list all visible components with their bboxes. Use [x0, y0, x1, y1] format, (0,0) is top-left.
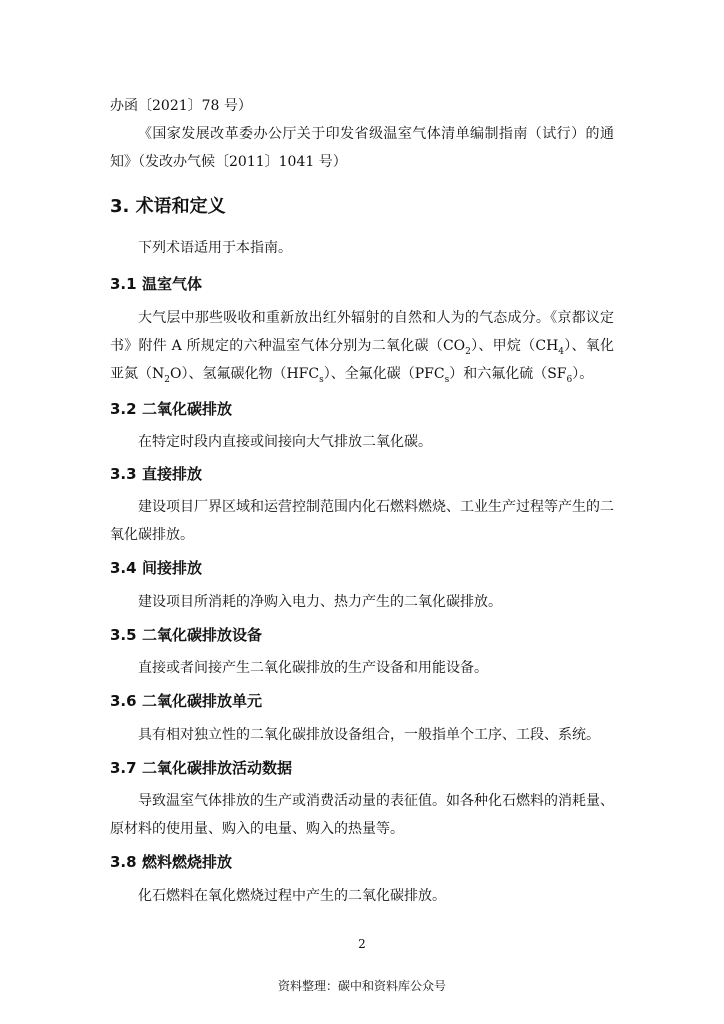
term-heading: [110, 851, 232, 873]
section-title: 术语和定义: [135, 196, 226, 217]
term-number: 3.5: [110, 626, 137, 644]
page-number: 2: [358, 937, 366, 951]
term-title: 直接排放: [142, 465, 203, 483]
term-number: 3.7: [110, 759, 137, 777]
term-definition: 大气层中那些吸收和重新放出红外辐射的自然和人为的气态成分。《京都议定书》附件 A 所规定的六种温室气体分别为二氧化碳$(CO_2)$、甲烷$(CH_4)$、氧化亚氮$(N_2O)$、氢氟碳化物$(HFC_s)$、全氟化碳$(PFC_s)$和六氟化硫$(SF_6)$。: [110, 310, 615, 385]
term-number: 3.2: [110, 400, 137, 418]
term-heading: [110, 557, 202, 579]
term-definition: 直接或者间接产生二氧化碳排放的生产设备和用能设备。: [138, 660, 488, 676]
term-definition: 建设项目所消耗的净购入电力、热力产生的二氧化碳排放。: [138, 594, 502, 610]
term-title: 二氧化碳排放: [142, 400, 233, 418]
reference-tail: 办函〔2021〕78 号）: [110, 98, 252, 114]
term-definition: 建设项目厂界区域和运营控制范围内化石燃料燃烧、工业生产过程等产生的二氧化碳排放。: [110, 499, 614, 543]
term-heading: [110, 624, 262, 646]
term-title: 间接排放: [142, 559, 203, 577]
term-definition: 具有相对独立性的二氧化碳排放设备组合，一般指单个工序、工段、系统。: [138, 727, 600, 743]
term-number: 3.4: [110, 559, 137, 577]
term-heading: [110, 398, 232, 420]
term-number: 3.3: [110, 465, 137, 483]
term-title: 二氧化碳排放设备: [142, 626, 263, 644]
term-heading: [110, 757, 292, 779]
term-number: 3.1: [110, 275, 137, 293]
term-number: 3.6: [110, 692, 137, 710]
footer-credit: 资料整理：碳中和资料库公众号: [277, 979, 446, 993]
term-title: 二氧化碳排放活动数据: [142, 759, 293, 777]
term-title: 燃料燃烧排放: [142, 853, 233, 871]
term-number: 3.8: [110, 853, 137, 871]
section-heading: [110, 195, 226, 219]
term-heading: [110, 463, 202, 485]
term-title: 二氧化碳排放单元: [142, 692, 263, 710]
section-number: 3.: [110, 196, 130, 217]
term-definition: 化石燃料在氧化燃烧过程中产生的二氧化碳排放。: [138, 888, 446, 904]
term-definition: 在特定时段内直接或间接向大气排放二氧化碳。: [138, 434, 432, 450]
term-heading: [110, 690, 262, 712]
term-definition: 导致温室气体排放的生产或消费活动量的表征值。如各种化石燃料的消耗量、原材料的使用量、购入的电量、购入的热量等。: [110, 793, 614, 837]
term-heading: [110, 273, 202, 295]
section-intro: 下列术语适用于本指南。: [138, 240, 292, 256]
term-title: 温室气体: [142, 275, 203, 293]
reference-item: 《国家发展改革委办公厅关于印发省级温室气体清单编制指南（试行）的通知》（发改办气候〔2011〕1041 号）: [110, 126, 614, 170]
